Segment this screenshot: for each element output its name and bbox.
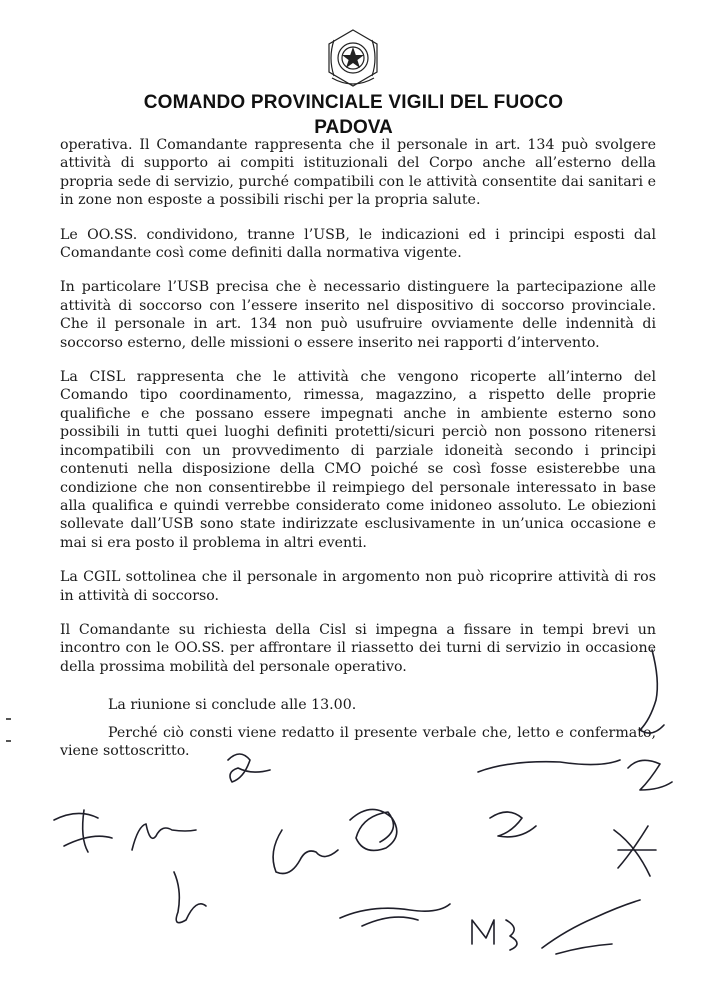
signature xyxy=(490,812,536,837)
document-body xyxy=(60,136,656,692)
margin-mark xyxy=(6,718,11,720)
meeting-end-text: La riunione si conclude alle 13.00. xyxy=(108,697,357,713)
signature xyxy=(542,900,640,954)
italian-republic-emblem-icon xyxy=(324,26,382,90)
signature xyxy=(340,904,450,926)
paragraph: Il Comandante su richiesta della Cisl si impegna a fissare in tempi brevi un incontro con le OO.SS. per affrontare il riassetto dei turni di servizio in occasione della prossima mobilità del personale operativo. xyxy=(60,621,656,675)
signature xyxy=(478,760,672,790)
signature-statement-text: Perché ciò consti viene redatto il presente verbale che, letto e confermato, viene sottoscritto. xyxy=(60,725,656,760)
closing-statement xyxy=(60,724,656,761)
paragraph: operativa. Il Comandante rappresenta che il personale in art. 134 può svolgere attività di supporto ai compiti istituzionali del Corpo anche all’esterno della propria sede di servizio, purché compatibili con le attività consentite dai sanitari e in zone non esposte a possibili rischi per la propria salute. xyxy=(60,137,656,209)
margin-mark xyxy=(6,740,11,742)
office-title: COMANDO PROVINCIALE VIGILI DEL FUOCO xyxy=(143,92,564,113)
closing-line xyxy=(60,696,656,714)
office-city: PADOVA xyxy=(314,117,393,138)
signature xyxy=(54,810,112,852)
signature xyxy=(350,809,397,850)
paragraph: La CGIL sottolinea che il personale in argomento non può ricoprire attività di ros in attività di soccorso. xyxy=(60,569,656,604)
signature xyxy=(472,920,517,950)
signature xyxy=(273,830,338,874)
signature xyxy=(614,826,656,876)
signature xyxy=(132,824,196,850)
paragraph: Le OO.SS. condividono, tranne l’USB, le indicazioni ed i principi esposti dal Comandante così come definiti dalla normativa vigente. xyxy=(60,226,656,262)
signature xyxy=(174,872,206,923)
paragraph: In particolare l’USB precisa che è necessario distinguere la partecipazione alle attività di soccorso con l’essere inserito nel dispositivo di soccorso provinciale. Che il personale in art. 134 non può usufruire ovviamente delle indennità di soccorso esterno, delle missioni o essere inserito nei rapporti d’intervento. xyxy=(60,279,656,351)
paragraph: La CISL rappresenta che le attività che vengono ricoperte all’interno del Comando tipo coordinamento, rimessa, magazzino, a rispetto delle proprie qualifiche e che possano essere impegnati anche in ambiente esterno sono possibili in tutti quei luoghi definiti protetti/sicuri perciò non possono ritenersi incompatibili con un provvedimento di parziale idoneità secondo i principi contenuti nella disposizione della CMO poiché se così fosse esisterebbe una condizione che non consentirebbe il reimpiego del personale interessato in base alla qualifica e quindi verrebbe considerato come inidoneo assoluto. Le obiezioni sollevate dall’USB sono state indirizzate esclusivamente in un’unica occasione e mai si era posto il problema in altri eventi. xyxy=(60,369,656,551)
